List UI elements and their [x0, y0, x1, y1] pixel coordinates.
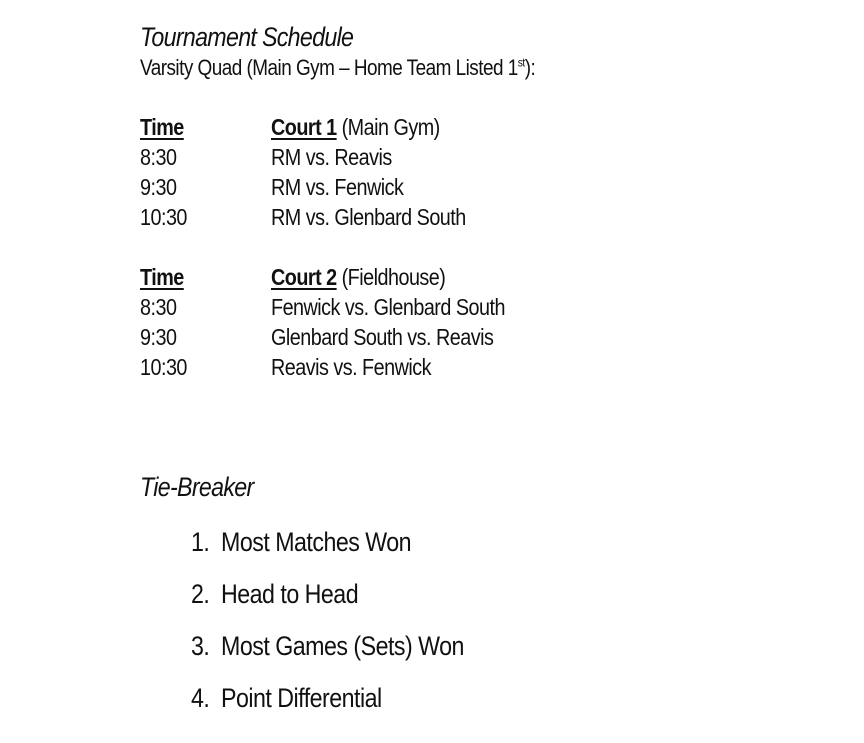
list-item	[140, 568, 840, 620]
match-teams: RM vs. Fenwick	[271, 174, 404, 200]
document-page	[140, 20, 840, 724]
time-header: Time	[140, 264, 184, 290]
match-time: 8:30	[140, 294, 177, 320]
match-time: 8:30	[140, 144, 177, 170]
court-1-location: (Main Gym)	[336, 114, 440, 140]
table-row	[140, 322, 840, 352]
match-time: 9:30	[140, 324, 177, 350]
list-text: Most Matches Won	[221, 527, 412, 557]
time-header: Time	[140, 114, 184, 140]
match-time: 10:30	[140, 354, 187, 380]
list-item	[140, 516, 840, 568]
subtitle-suffix: ):	[524, 55, 536, 80]
match-time: 9:30	[140, 174, 177, 200]
list-text: Point Differential	[221, 683, 382, 713]
court-1-schedule	[140, 112, 840, 232]
list-number: 3.	[190, 631, 209, 661]
schedule-title: Tournament Schedule	[140, 22, 354, 52]
schedule-subtitle	[140, 54, 742, 82]
subtitle-superscript: st	[517, 55, 525, 70]
table-row	[140, 352, 840, 382]
court-1-label: Court 1	[271, 114, 337, 140]
court-1-header-row	[140, 112, 840, 142]
list-number: 1.	[190, 527, 209, 557]
tiebreaker-list	[140, 516, 840, 724]
match-teams: Reavis vs. Fenwick	[271, 354, 431, 380]
court-2-header-row	[140, 262, 840, 292]
list-number: 4.	[190, 683, 209, 713]
court-2-location: (Fieldhouse)	[336, 264, 446, 290]
subtitle-text: Varsity Quad (Main Gym – Home Team Listed 1	[140, 55, 518, 80]
court-2-label: Court 2	[271, 264, 337, 290]
match-teams: Fenwick vs. Glenbard South	[271, 294, 505, 320]
list-text: Most Games (Sets) Won	[221, 631, 464, 661]
table-row	[140, 172, 840, 202]
table-row	[140, 202, 840, 232]
list-text: Head to Head	[221, 579, 359, 609]
court-2-schedule	[140, 262, 840, 382]
list-number: 2.	[190, 579, 209, 609]
table-row	[140, 142, 840, 172]
list-item	[140, 672, 840, 724]
match-teams: RM vs. Glenbard South	[271, 204, 466, 230]
list-item	[140, 620, 840, 672]
match-teams: RM vs. Reavis	[271, 144, 392, 170]
match-teams: Glenbard South vs. Reavis	[271, 324, 494, 350]
table-row	[140, 292, 840, 322]
match-time: 10:30	[140, 204, 187, 230]
tiebreaker-title: Tie-Breaker	[140, 472, 254, 502]
